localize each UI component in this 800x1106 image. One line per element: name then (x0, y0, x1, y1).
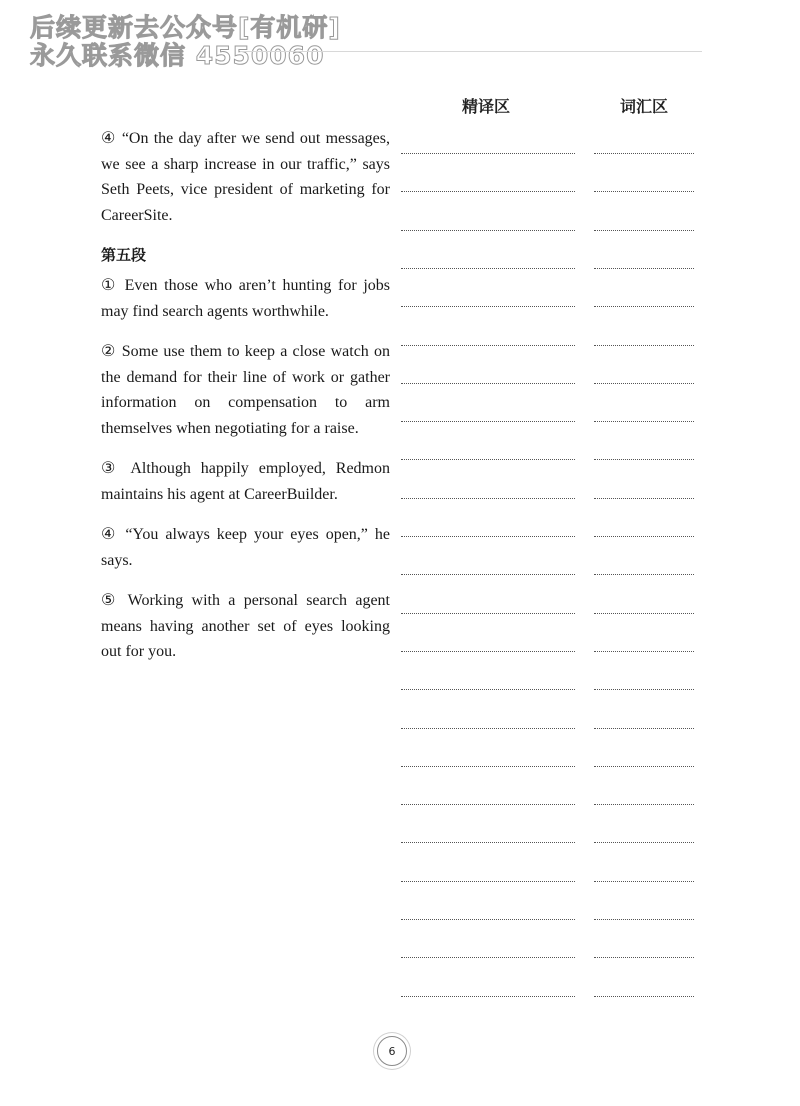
watermark-line-1: 后续更新去公众号[有机研] (30, 13, 341, 42)
translation-line (401, 842, 575, 843)
vocabulary-line (594, 574, 694, 575)
translation-line (401, 919, 575, 920)
translation-line (401, 613, 575, 614)
translation-line (401, 766, 575, 767)
vocabulary-line (594, 421, 694, 422)
vocabulary-line (594, 881, 694, 882)
translation-line (401, 153, 575, 154)
vocabulary-line (594, 191, 694, 192)
translation-line (401, 689, 575, 690)
translation-line (401, 268, 575, 269)
translation-line (401, 881, 575, 882)
vocabulary-area-header: 词汇区 (620, 97, 669, 116)
translation-line (401, 536, 575, 537)
translation-line (401, 804, 575, 805)
vocabulary-line (594, 383, 694, 384)
translation-line (401, 306, 575, 307)
vocabulary-line (594, 153, 694, 154)
vocabulary-line (594, 459, 694, 460)
vocabulary-line (594, 766, 694, 767)
vocabulary-line (594, 536, 694, 537)
translation-line (401, 191, 575, 192)
translation-line (401, 345, 575, 346)
section-title: 第五段 (101, 246, 147, 264)
translation-line (401, 651, 575, 652)
translation-line (401, 996, 575, 997)
vocabulary-line (594, 345, 694, 346)
paragraph-4-4: ④ “On the day after we send out messages, we see a sharp increase in our traffic,” says Seth Peets, vice president of marketing for CareerSite. (101, 130, 390, 224)
translation-line (401, 230, 575, 231)
vocabulary-line (594, 919, 694, 920)
translation-line (401, 498, 575, 499)
paragraph-5-3: ③ Although happily employed, Redmon maintains his agent at CareerBuilder. (101, 460, 390, 503)
vocabulary-line (594, 689, 694, 690)
vocabulary-line (594, 651, 694, 652)
watermark-line-2: 永久联系微信 4550060 (30, 41, 325, 70)
translation-line (401, 421, 575, 422)
reading-text-column (101, 126, 390, 680)
page-number: 6 (377, 1036, 407, 1066)
vocabulary-line (594, 613, 694, 614)
paragraph-5-4: ④ “You always keep your eyes open,” he says. (101, 526, 390, 569)
vocabulary-line (594, 728, 694, 729)
vocabulary-line (594, 957, 694, 958)
translation-line (401, 728, 575, 729)
paragraph-5-2: ② Some use them to keep a close watch on the demand for their line of work or gather information on compensation to arm themselves when negotiating for a raise. (101, 343, 390, 437)
paragraph-5-1: ① Even those who aren’t hunting for jobs may find search agents worthwhile. (101, 277, 390, 320)
vocabulary-line (594, 996, 694, 997)
vocabulary-line (594, 230, 694, 231)
vocabulary-line (594, 842, 694, 843)
translation-line (401, 383, 575, 384)
header-rule (240, 51, 702, 52)
translation-line (401, 957, 575, 958)
paragraph-5-5: ⑤ Working with a personal search agent means having another set of eyes looking out for you. (101, 592, 390, 660)
translation-line (401, 574, 575, 575)
vocabulary-line (594, 268, 694, 269)
vocabulary-line (594, 306, 694, 307)
vocabulary-line (594, 498, 694, 499)
translation-area-header: 精译区 (462, 97, 511, 116)
translation-line (401, 459, 575, 460)
vocabulary-line (594, 804, 694, 805)
